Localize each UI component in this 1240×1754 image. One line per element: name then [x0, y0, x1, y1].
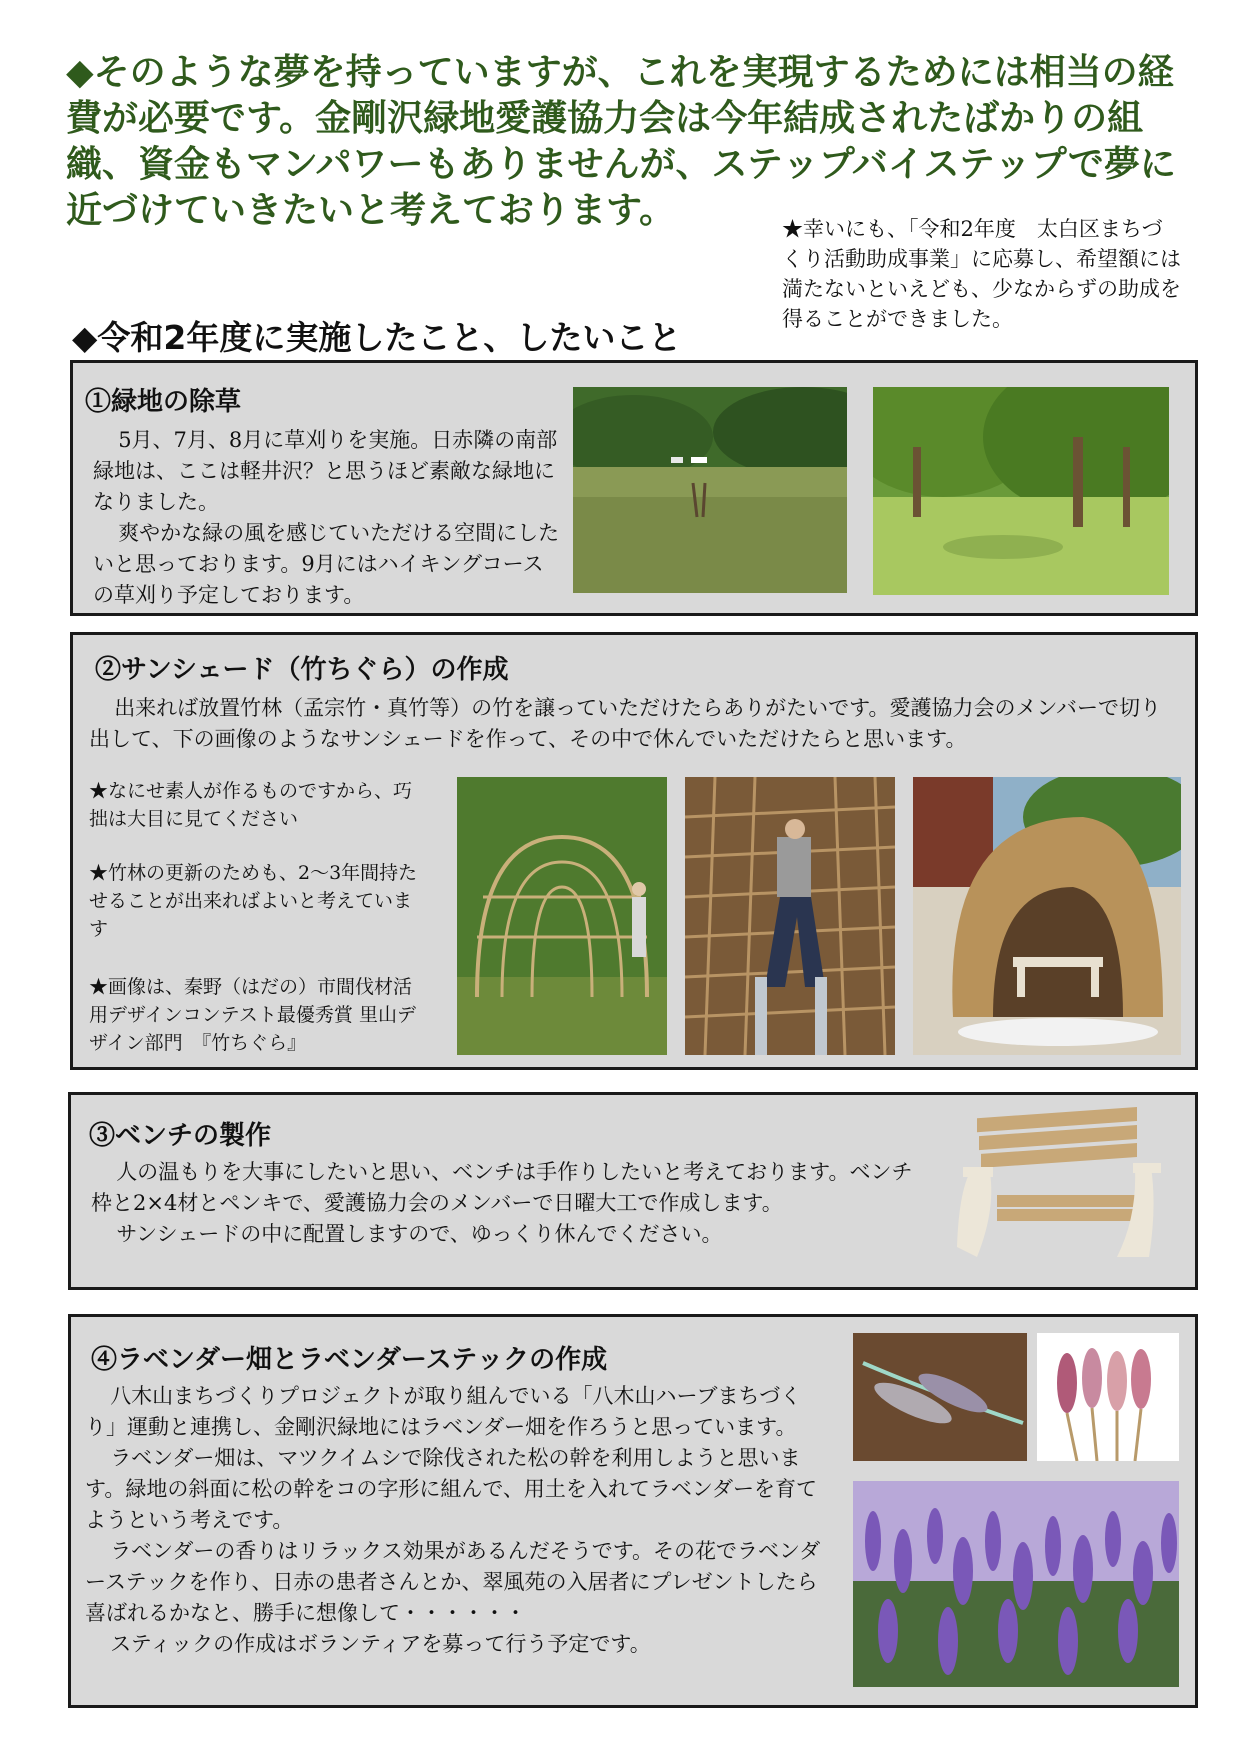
paragraph: ラベンダー畑は、マツクイムシで除伐された松の幹を利用しようと思います。緑地の斜面に松の幹をコの字形に組んで、用土を入れてラベンダーを育てようという考えです。 [85, 1446, 818, 1532]
section-title: ④ラベンダー畑とラベンダーステックの作成 [91, 1345, 608, 1375]
bamboo-shelter-photo [913, 777, 1181, 1055]
note: ★画像は、秦野（はだの）市間伐材活用デザインコンテスト最優秀賞 里山デザイン部門 『竹ちぐら』 [89, 976, 416, 1054]
section-body [89, 693, 1179, 755]
paragraph: スティックの作成はボランティアを募って行う予定です。 [110, 1632, 651, 1656]
paragraph: ラベンダーの香りはリラックス効果があるんだそうです。その花でラベンダーステックを作り、日赤の患者さんとか、翠風苑の入居者にプレゼントしたら喜ばれるかなと、勝手に想像して・・・・・・ [85, 1539, 821, 1625]
section-body [85, 1381, 825, 1660]
forest-photo [873, 387, 1169, 595]
section-body [93, 425, 563, 611]
paragraph: 人の温もりを大事にしたいと思い、ベンチは手作りしたいと考えております。ベンチ枠と2×4材とペンキで、愛護協力会のメンバーで日曜大工で作成します。 [91, 1160, 913, 1215]
lavender-field-photo [853, 1481, 1179, 1687]
section-sunshade [70, 632, 1198, 1070]
grant-note: ★幸いにも、「令和2年度 太白区まちづくり活動助成事業」に応募し、希望額には満たないといえども、少なからずの助成を得ることができました。 [782, 217, 1181, 331]
paragraph: 八木山まちづくりプロジェクトが取り組んでいる「八木山ハーブまちづくり」運動と連携し、金剛沢緑地にはラベンダー畑を作ろうと思っています。 [85, 1384, 802, 1439]
intro-paragraph: ◆そのような夢を持っていますが、これを実現するためには相当の経費が必要です。金剛沢緑地愛護協力会は今年結成されたばかりの組織、資金もマンパワーもありませんが、ステップバイステップで夢に近づけていきたいと考えております。 [66, 52, 1176, 231]
section-weeding [70, 360, 1198, 616]
bamboo-weaving-photo [685, 777, 895, 1055]
section-title: ③ベンチの製作 [89, 1121, 272, 1151]
lavender-stick-photo [853, 1333, 1027, 1461]
lavender-wands-photo [1037, 1333, 1179, 1461]
section-heading: ◆令和2年度に実施したこと、したいこと [72, 318, 682, 357]
section-body [91, 1157, 913, 1250]
section-title: ②サンシェード（竹ちぐら）の作成 [95, 655, 509, 685]
paragraph: 5月、7月、8月に草刈りを実施。日赤隣の南部緑地は、ここは軽井沢？と思うほど素敵な緑地になりました。 [93, 428, 558, 514]
meadow-photo [573, 387, 847, 593]
section-title: ①緑地の除草 [85, 387, 242, 417]
paragraph: 出来れば放置竹林（孟宗竹・真竹等）の竹を譲っていただけたらありがたいです。愛護協力会のメンバーで切り出して、下の画像のようなサンシェードを作って、その中で休んでいただけたらと思います。 [89, 696, 1162, 751]
bamboo-dome-photo [457, 777, 667, 1055]
note: ★なにせ素人が作るものですから、巧拙は大目に見てください [89, 780, 413, 830]
paragraph: 爽やかな緑の風を感じていただける空間にしたいと思っております。9月にはハイキングコースの草刈り予定しております。 [93, 521, 560, 607]
paragraph: サンシェードの中に配置しますので、ゆっくり休んでください。 [116, 1222, 723, 1246]
section-lavender [68, 1314, 1198, 1708]
note: ★竹林の更新のためも、2～3年間持たせることが出来ればよいと考えています [89, 862, 418, 940]
section-bench [68, 1092, 1198, 1290]
bench-photo [937, 1107, 1173, 1275]
